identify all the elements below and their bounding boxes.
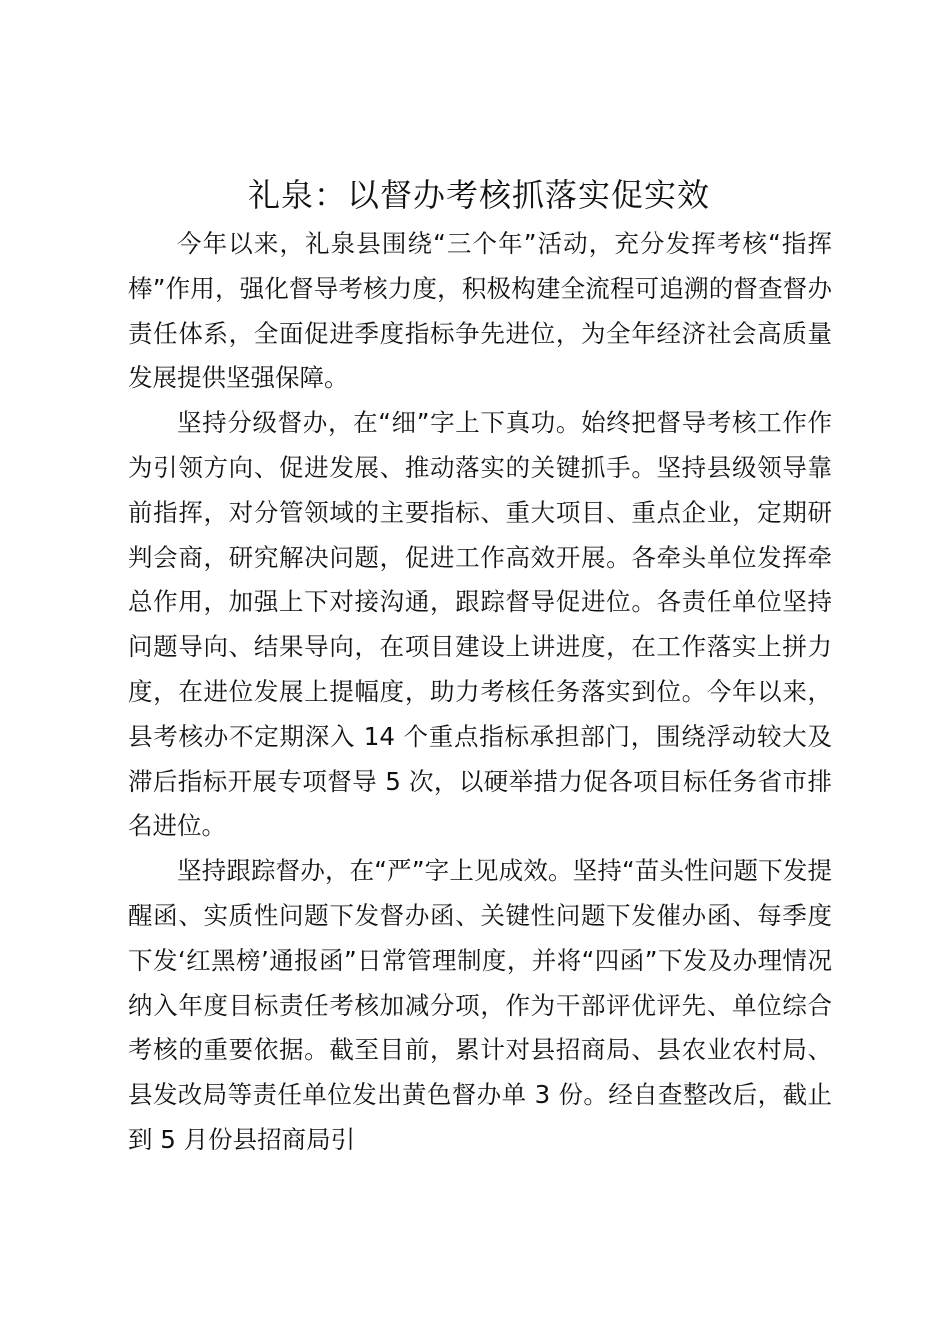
paragraph-tracking-supervision: 坚持跟踪督办，在“严”字上见成效。坚持“苗头性问题下发提醒函、实质性问题下发督办函、关键性问题下发催办函、每季度下发‘红黑榜’通报函”日常管理制度，并将“四函”下发及办理情况纳入年度目标责任考核加减分项，作为干部评优评先、单位综合考核的重要依据。截至目前，累计对县招商局、县农业农村局、县发改局等责任单位发出黄色督办单 3 份。经自查整改后，截止到 5 月份县招商局引 bbox=[128, 856, 832, 1154]
paragraph-intro: 今年以来，礼泉县围绕“三个年”活动，充分发挥考核“指挥棒”作用，强化督导考核力度，积极构建全流程可追溯的督查督办责任体系，全面促进季度指标争先进位，为全年经济社会高质量发展提供坚强保障。 bbox=[128, 229, 832, 393]
paragraph-graded-supervision: 坚持分级督办，在“细”字上下真功。始终把督导考核工作作为引领方向、促进发展、推动落实的关键抓手。坚持县级领导靠前指挥，对分管领域的主要指标、重大项目、重点企业，定期研判会商，研究解决问题，促进工作高效开展。各牵头单位发挥牵总作用，加强上下对接沟通，跟踪督导促进位。各责任单位坚持问题导向、结果导向，在项目建设上讲进度，在工作落实上拼力度，在进位发展上提幅度，助力考核任务落实到位。今年以来，县考核办不定期深入 14 个重点指标承担部门，围绕浮动较大及滞后指标开展专项督导 5 次，以硬举措力促各项目标任务省市排名进位。 bbox=[128, 408, 832, 841]
document-body bbox=[128, 222, 832, 1163]
document-title: 礼泉：以督办考核抓落实促实效 bbox=[247, 176, 710, 214]
